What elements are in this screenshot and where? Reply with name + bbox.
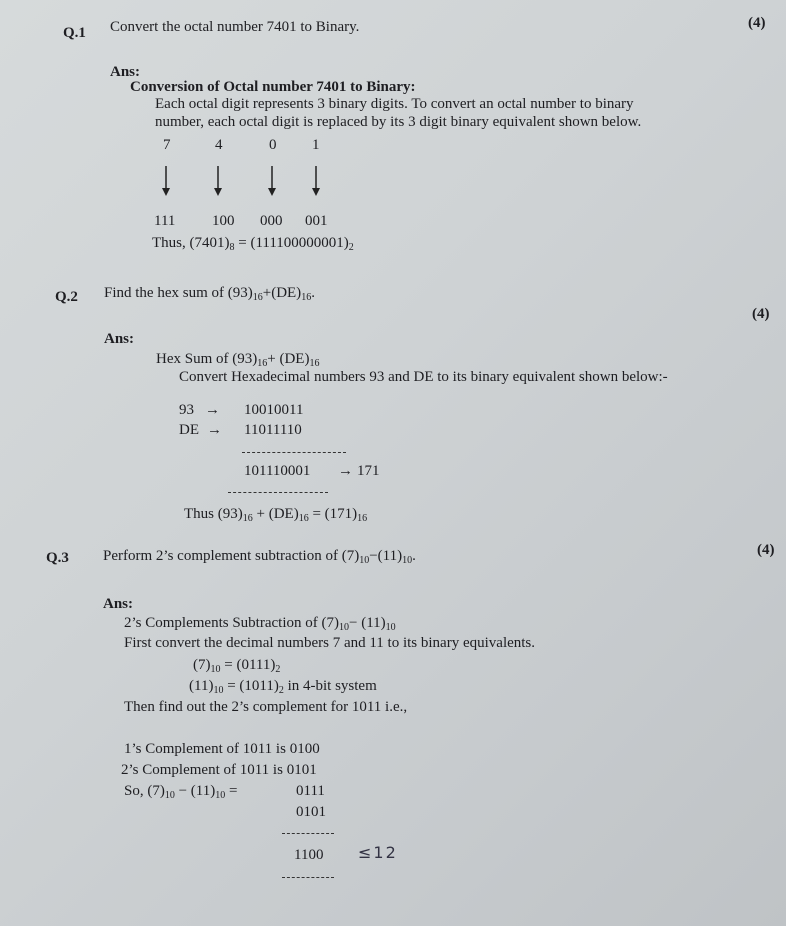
q3-handwritten-note: ≤12 bbox=[358, 843, 398, 862]
right-arrow-icon: → bbox=[207, 422, 222, 438]
right-arrow-icon: → bbox=[205, 402, 220, 418]
q2-divider-bottom bbox=[228, 492, 328, 493]
q1-question: Convert the octal number 7401 to Binary. bbox=[110, 19, 360, 35]
q1-digit: 0 bbox=[269, 137, 277, 153]
q1-digit: 1 bbox=[312, 137, 320, 153]
q3-ones-complement: 1’s Complement of 1011 is 0100 bbox=[124, 741, 320, 757]
q3-ans-label: Ans: bbox=[103, 596, 134, 612]
q1-heading: Conversion of Octal number 7401 to Binary: bbox=[130, 79, 416, 95]
down-arrow-icon bbox=[212, 166, 214, 196]
q3-eq2: $(11)_{10} = (1011)_2$ in 4-bit system bbox=[189, 678, 377, 696]
q1-binary: 001 bbox=[305, 213, 328, 229]
q3-marks: (4) bbox=[757, 542, 775, 558]
q1-digit: 4 bbox=[215, 137, 223, 153]
q3-result: 1100 bbox=[294, 847, 324, 863]
q2-divider-top bbox=[242, 452, 346, 453]
q2-row2-label: DE bbox=[179, 422, 199, 438]
q3-divider-top bbox=[282, 833, 334, 834]
q3-first-line: First convert the decimal numbers 7 and 11 to its binary equivalents. bbox=[124, 635, 536, 651]
q1-binary: 000 bbox=[260, 213, 283, 229]
q3-value1: 0111 bbox=[296, 783, 325, 799]
q1-line2: number, each octal digit is replaced by its 3 digit binary equivalent shown below. bbox=[155, 114, 642, 130]
q2-thus: Thus $(93)_{16} + (DE)_{16} = (171)_{16}$ bbox=[184, 506, 368, 524]
down-arrow-icon bbox=[266, 166, 268, 196]
q2-ans-label: Ans: bbox=[104, 331, 135, 347]
q3-twos-complement: 2’s Complement of 1011 is 0101 bbox=[121, 762, 317, 778]
down-arrow-icon bbox=[310, 166, 312, 196]
q3-so-line: So, $(7)_{10} - (11)_{10}$ = bbox=[124, 783, 238, 801]
q1-marks: (4) bbox=[748, 15, 766, 31]
q3-eq1: $(7)_{10} = (0111)_2$ bbox=[193, 657, 281, 675]
q1-binary: 111 bbox=[154, 213, 176, 229]
q2-question: Find the hex sum of $(93)_{16}+(DE)_{16}$. bbox=[104, 285, 315, 303]
q3-question: Perform 2’s complement subtraction of $(7)_{10}-(11)_{10}$. bbox=[103, 548, 416, 566]
q2-number: Q.2 bbox=[55, 289, 78, 305]
q1-line1: Each octal digit represents 3 binary digits. To convert an octal number to binary bbox=[155, 96, 634, 112]
q2-marks: (4) bbox=[752, 306, 770, 322]
q2-hex-title: Hex Sum of $(93)_{16}+ (DE)_{16}$ bbox=[156, 351, 320, 369]
q2-row1-label: 93 bbox=[179, 402, 194, 418]
right-arrow-icon: → bbox=[338, 463, 353, 479]
q3-number: Q.3 bbox=[46, 550, 69, 566]
q2-convert-line: Convert Hexadecimal numbers 93 and DE to its binary equivalent shown below:- bbox=[179, 369, 668, 385]
q2-sum-result: 171 bbox=[357, 463, 380, 479]
q3-divider-bottom bbox=[282, 877, 334, 878]
down-arrow-icon bbox=[160, 166, 162, 196]
q1-ans-label: Ans: bbox=[110, 64, 141, 80]
q1-thus: Thus, $(7401)_8 = (111100000001)_2$ bbox=[152, 235, 354, 253]
q2-row1-value: 10010011 bbox=[244, 402, 304, 418]
q1-number: Q.1 bbox=[63, 25, 86, 41]
q1-binary: 100 bbox=[212, 213, 235, 229]
q2-sum-value: 101110001 bbox=[244, 463, 311, 479]
q3-title: 2’s Complements Subtraction of $(7)_{10}- (11)_{10}$ bbox=[124, 615, 396, 633]
q3-then-line: Then find out the 2’s complement for 1011 i.e., bbox=[124, 699, 408, 715]
q2-row2-value: 11011110 bbox=[244, 422, 302, 438]
q3-value2: 0101 bbox=[296, 804, 326, 820]
q1-digit: 7 bbox=[163, 137, 171, 153]
